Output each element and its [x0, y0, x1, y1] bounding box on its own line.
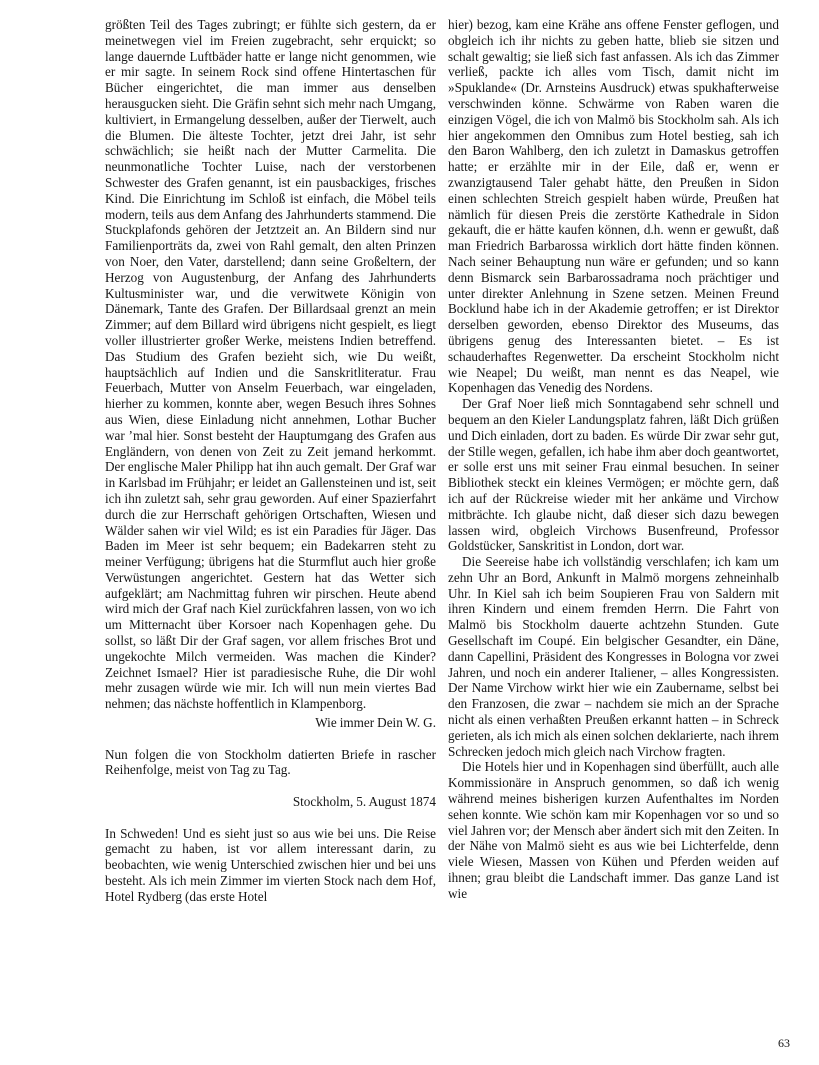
signature-line: Wie immer Dein W. G. — [315, 715, 436, 731]
paragraph-letter-continuation: größten Teil des Tages zubringt; er fühlte sich gestern, da er meinetwegen viel im Freien zugebracht, sehr erquickt; so lange dauernde Luftbäder hatte er lange nicht genommen, wie er mir sagte. In seinem Rock sind offene Hintertaschen für Bücher eingerichtet, die man immer aus denselben herausgucken sieht. Die Gräfin sehnt sich mehr nach Umgang, kultiviert, in Ermangelung desselben, außer der Tierwelt, auch die Blumen. Die älteste Tochter, jetzt drei Jahr, ist sehr schwächlich; sie heißt nach der Mutter Carmelita. Die neunmonatliche Tochter Luise, nach der verstorbenen Schwester des Grafen genannt, ist ein pausbackiges, frisches Kind. Die Einrichtung im Schloß ist einfach, die Möbel teils modern, teils aus dem Anfang des Jahrhunderts stammend. Die Stuckplafonds gehören der Jetztzeit an. An Bildern sind nur Familienporträts da, zwei von Rahl gemalt, den alten Prinzen von Noer, den Vater, darstellend; dann seine Großeltern, der Herzog von Augustenburg, der Anfang des Jahrhunderts Kultusminister war, und die verwitwete Königin von Dänemark, Tante des Grafen. Der Billardsaal grenzt an mein Zimmer; auf dem Billard wird übrigens nicht gespielt, es liegt voller illustrierter großer Werke, meistens Indien betreffend. Das Studium des Grafen bezieht sich, wie Du weißt, hauptsächlich auf Indien und die Sanskritliteratur. Frau Feuerbach, Mutter von Anselm Feuerbach, war eingeladen, hierher zu kommen, konnte aber, wegen Besuch ihres Sohnes aus Wien, diese Einladung nicht annehmen, Lothar Bucher war ’mal hier. Sonst besteht der Hauptumgang des Grafen aus Engländern, von denen von Zeit zu Zeit jemand herkommt. Der englische Maler Philipp hat ihn auch gemalt. Der Graf war in Karlsbad im Frühjahr; er leidet an Gallensteinen und ist, seit ich ihn zuletzt sah, sehr grau geworden. Auf einer Spazierfahrt durch die zur Herrschaft gehörigen Ortschaften, Wiesen und Wälder sahen wir viel Wild; es ist ein Paradies für Jäger. Das Baden im Meer ist sehr bequem; ein Badekarren steht zu meiner Verfügung; übrigens hat die Sturmflut auch hier große Verwüstungen angerichtet. Gestern hat das Wetter sich aufgeklärt; am Nachmittag fuhren wir pirschen. Heute abend wird mich der Graf nach Kiel zurückfahren lassen, von wo ich um Mitternacht über Korsoer nach Kopenhagen gehe. Du sollst, so läßt Dir der Graf sagen, vor allem frisches Brot und ungekochte Milch vermeiden. Was machen die Kinder? Zeichnet Ismael? Hier ist paradiesische Ruhe, die Dir wohl mehr zusagen würde wie mir. Ich will nun mein viertes Bad nehmen; das nächste hoffentlich in Klampenborg. — [105, 17, 436, 712]
paragraph-letter-start: In Schweden! Und es sieht just so aus wie bei uns. Die Reise gemacht zu haben, ist vor allem interessant darin, zu beobachten, wie wenig Unterschied zwischen hier und bei uns besteht. Als ich mein Zimmer im vierten Stock nach dem Hof, Hotel Rydberg (das erste Hotel — [105, 825, 436, 904]
paragraph: Die Hotels hier und in Kopenhagen sind überfüllt, auch alle Kommissionäre in Anspruch genommen, so daß ich wenig während meines bisherigen kurzen Aufenthaltes im Norden sehen konnte. Wie schön kam mir Kopenhagen vor so und so viel Jahren vor; der Mensch aber ändert sich mit den Zeiten. In der Nähe von Malmö sieht es aus wie bei Lichterfelde, denn viele Wiesen, Massen von Kühen und Pferden weiden auf ihnen; grau bleibt die Landschaft immer. Das ganze Land ist wie — [448, 759, 779, 901]
paragraph: Die Seereise habe ich vollständig verschlafen; ich kam um zehn Uhr an Bord, Ankunft in Malmö morgens zehneinhalb Uhr. In Kiel sah ich beim Soupieren Frau von Saldern mit ihren Kindern und einem fremden Herrn. Die Fahrt von Malmö bis Stockholm dauerte achtzehn Stunden. Gute Gesellschaft im Coupé. Ein belgischer Gesandter, ein Däne, dann Capellini, Präsident des Kongresses in Bologna vor zwei Jahren, und noch ein anderer Italiener, – alles Kongressisten. Der Name Virchow wirkt hier wie ein Zaubername, selbst bei den Franzosen, die zwar – nachdem sie mich an der Sprache nicht als einen verhaßten Preußen erkannt hatten – in Schreck gerieten, als ich mich als einen solchen deklarierte, nach ihrem Schrecken jedoch mich gleich nach Virchow fragten. — [448, 554, 779, 759]
paragraph-narration: Nun folgen die von Stockholm datierten Briefe in rascher Reihenfolge, meist von Tag zu Tag. — [105, 746, 436, 778]
page-number: 63 — [778, 1036, 790, 1050]
dateline: Stockholm, 5. August 1874 — [292, 794, 436, 810]
text-area — [105, 17, 779, 905]
left-column — [105, 17, 436, 905]
paragraph-letter-continuation: hier) bezog, kam eine Krähe ans offene Fenster geflogen, und obgleich ich ihr nichts zu geben hatte, blieb sie sitzen und schalt gewaltig; sie ließ sich fast anfassen. Als ich das Zimmer verließ, packte ich alles vom Tisch, damit nicht im »Spuklande« (Dr. Arnsteins Ausdruck) etwas spukhafterweise verschwinden könne. Schwärme von Raben waren die einzigen Vögel, die ich von Malmö bis Stockholm sah. Als ich hier angekommen den Omnibus zum Hotel bestieg, sah ich den Baron Wahlberg, den ich zuletzt in Damaskus getroffen hatte; er erzählte mir in der Eile, daß er, wenn er zwanzigtausend Taler gehabt hätte, den Preußen in Sidon einen schlechten Streich gespielt haben würde, Preußen hat nämlich für diesen Preis die zerstörte Kathedrale in Sidon gekauft, die er hätte kaufen können, d.h. wenn er gewußt, daß man Friedrich Barbarossa wirklich dort hätte finden können. Nach seiner Behauptung nun wäre er gefunden; und so kann denn Bismarck sein Barbarossadrama noch prächtiger und unter direkter Anlehnung in Szene setzen. Meinen Freund Bocklund habe ich in der Akademie getroffen; er ist Direktor derselben geworden, ebenso Direktor des Museums, das übrigens genug des Interessanten bietet. – Es ist schauderhaftes Regenwetter. Da erscheint Stockholm nicht wie Neapel; Du weißt, man nennt es das Neapel, wie Kopenhagen das Venedig des Nordens. — [448, 17, 779, 396]
right-column — [448, 17, 779, 905]
paragraph: Der Graf Noer ließ mich Sonntagabend sehr schnell und bequem an den Kieler Landungsplatz fahren, läßt Dich grüßen und Dich einladen, dort zu baden. Es würde Dir zwar sehr gut, der Stille wegen, gefallen, ich habe ihm aber doch geantwortet, er solle erst uns mit seiner Frau einmal besuchen. In seiner Bibliothek steckt ein kleines Vermögen; er möchte gern, daß ich auf der Rückreise wieder mit her ankäme und Virchow mitbrächte. Ich glaube nicht, daß dieser sich dazu bewegen lassen wird, obgleich Virchows Busenfreund, Professor Goldstücker, Sanskritist in London, dort war. — [448, 396, 779, 554]
